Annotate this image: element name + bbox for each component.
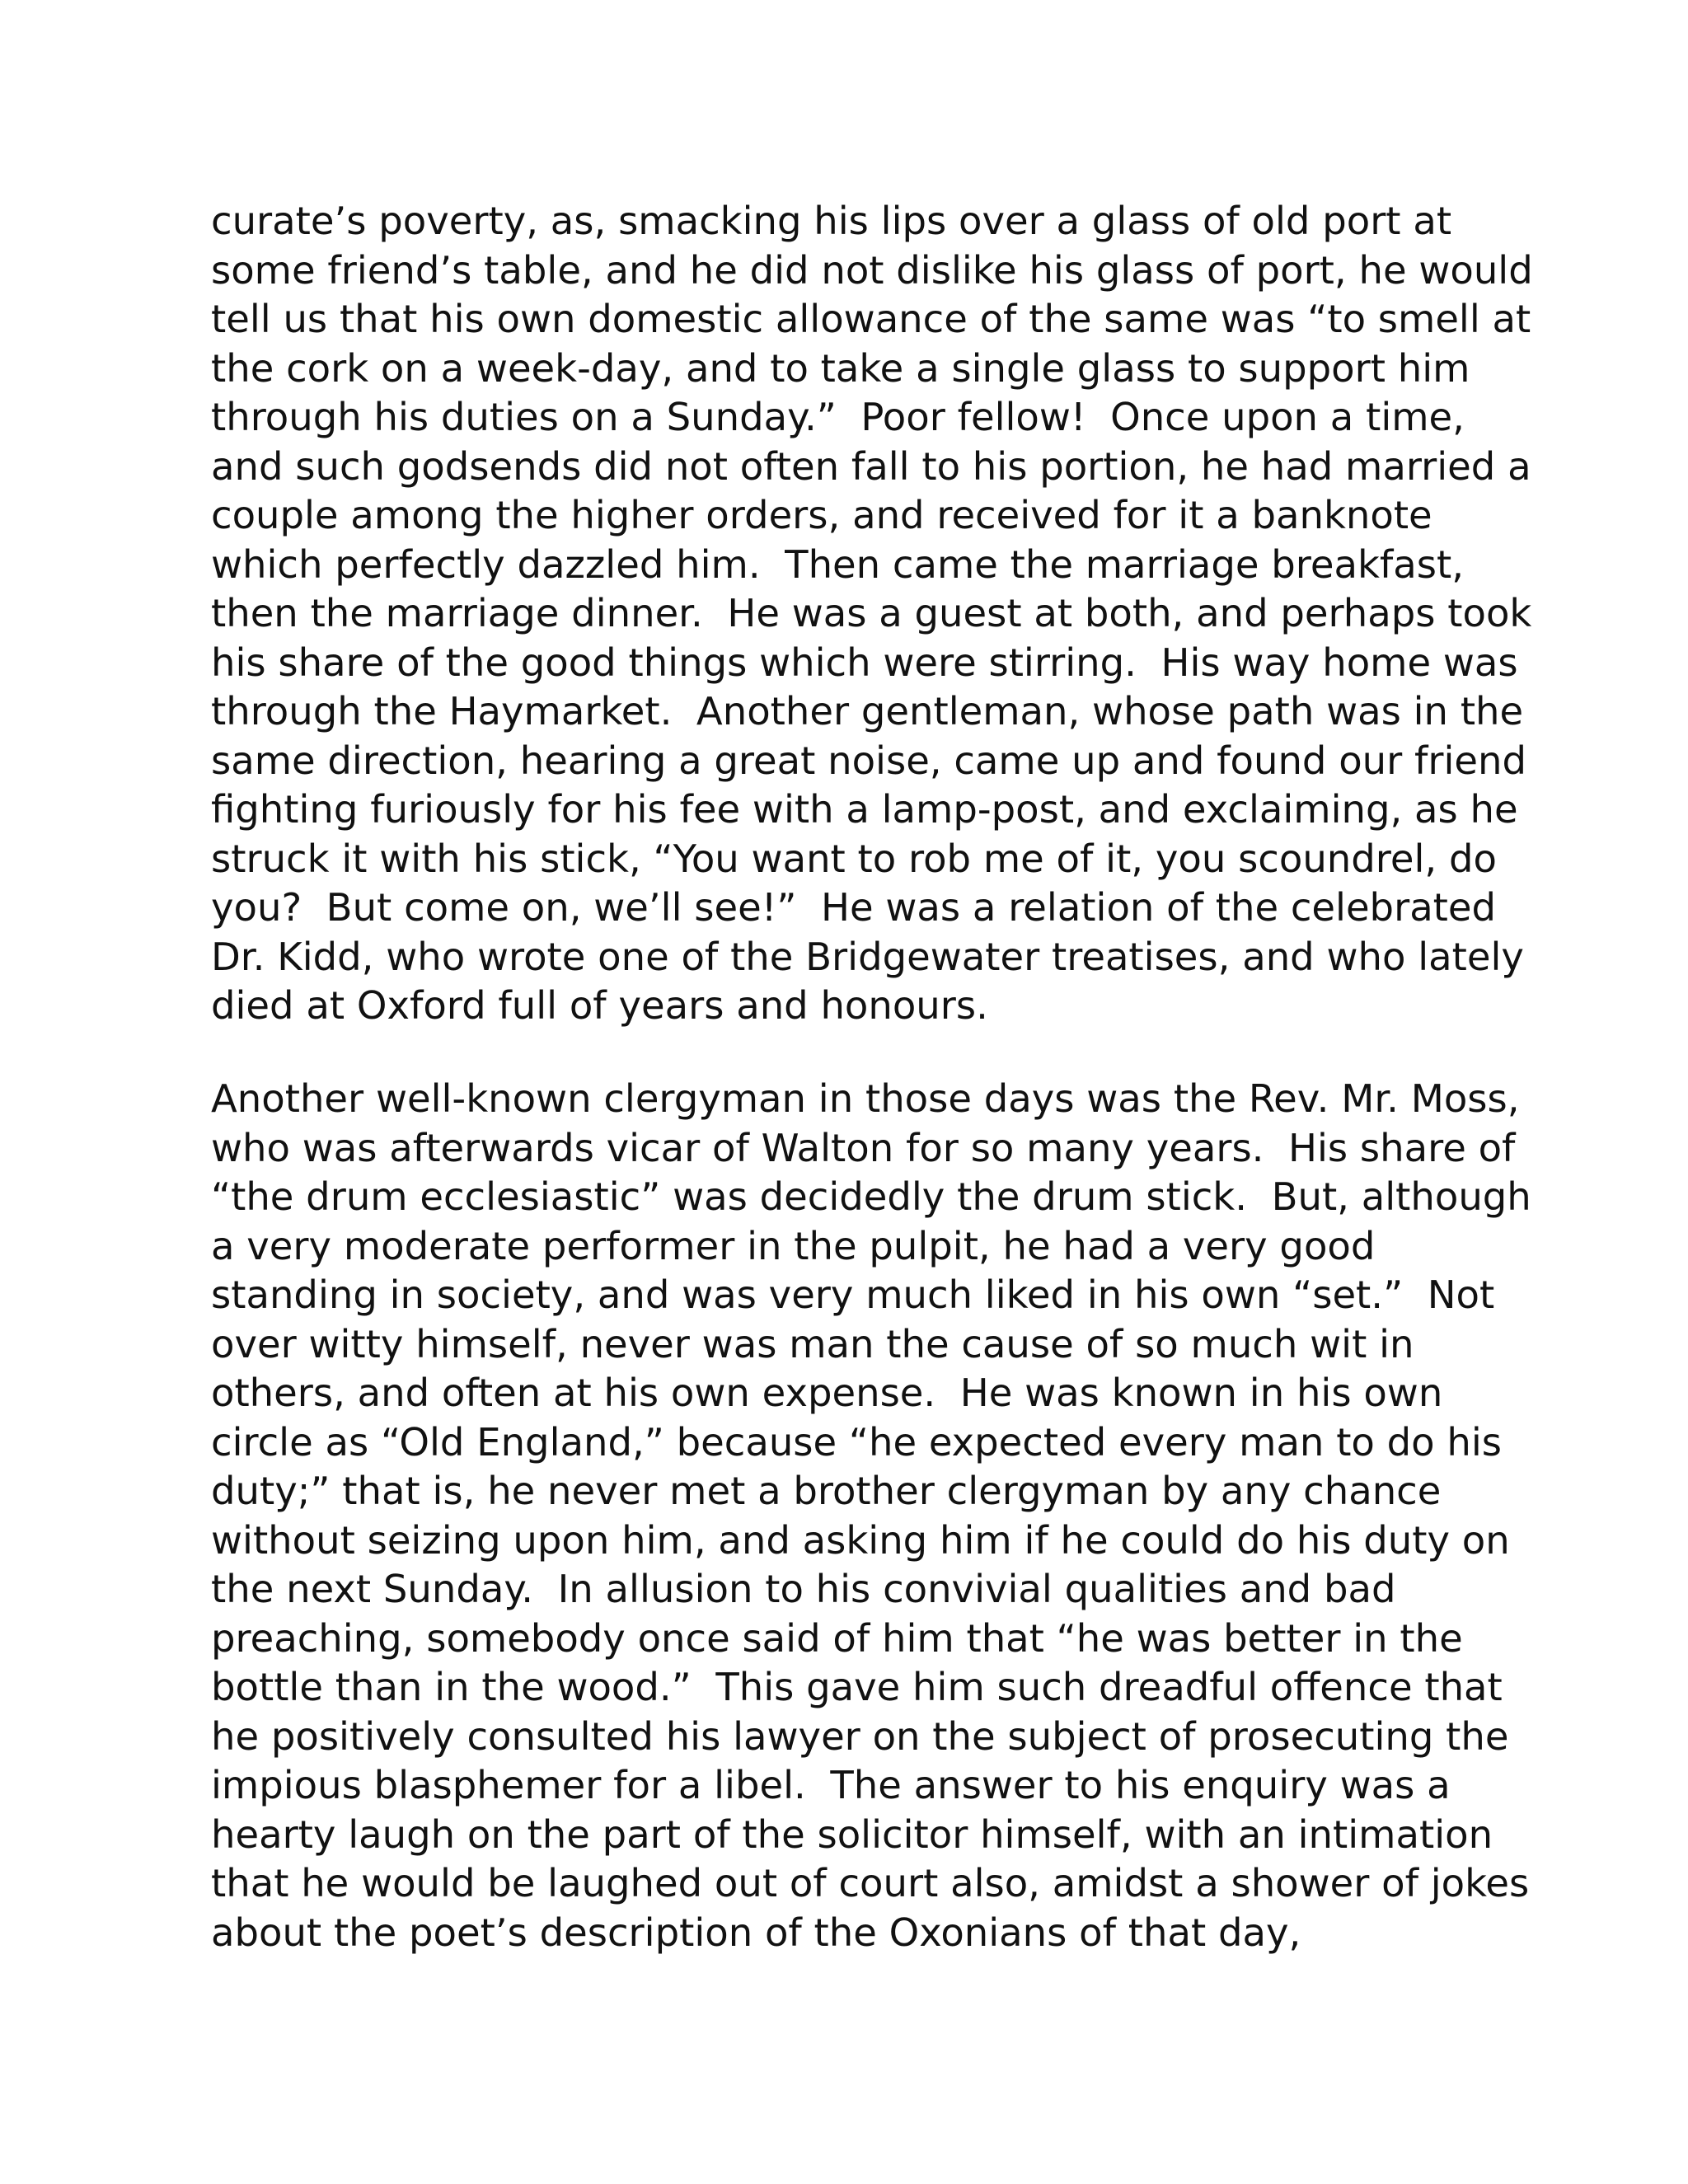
- text-line: the cork on a week-day, and to take a single glass to support him: [211, 345, 1470, 391]
- text-line: Dr. Kidd, who wrote one of the Bridgewater treatises, and who lately: [211, 934, 1524, 979]
- text-line: about the poet’s description of the Oxonians of that day,: [211, 1910, 1301, 1955]
- paragraph-curate-poverty: [211, 197, 1533, 1031]
- text-line: curate’s poverty, as, smacking his lips over a glass of old port at: [211, 199, 1452, 243]
- text-line: who was afterwards vicar of Walton for so many years. His share of: [211, 1125, 1516, 1170]
- text-line: he positively consulted his lawyer on the subject of prosecuting the: [211, 1713, 1509, 1759]
- text-line: over witty himself, never was man the cause of so much wit in: [211, 1321, 1414, 1366]
- text-line: standing in society, and was very much liked in his own “set.” Not: [211, 1272, 1495, 1317]
- text-line: you? But come on, we’ll see!” He was a relation of the celebrated: [211, 885, 1497, 930]
- text-line: “the drum ecclesiastic” was decidedly the drum stick. But, although: [211, 1174, 1531, 1219]
- text-line: through the Haymarket. Another gentleman, whose path was in the: [211, 689, 1524, 733]
- text-line: Another well-known clergyman in those days was the Rev. Mr. Moss,: [211, 1076, 1520, 1121]
- text-line: fighting furiously for his fee with a lamp-post, and exclaiming, as he: [211, 787, 1518, 832]
- text-line: some friend’s table, and he did not dislike his glass of port, he would: [211, 247, 1533, 293]
- text-line: circle as “Old England,” because “he expected every man to do his: [211, 1419, 1503, 1465]
- text-line: which perfectly dazzled him. Then came the marriage breakfast,: [211, 541, 1465, 587]
- text-line: his share of the good things which were stirring. His way home was: [211, 640, 1518, 685]
- text-line: that he would be laughed out of court also, amidst a shower of jokes: [211, 1861, 1530, 1905]
- paragraph-rev-moss: [211, 1075, 1531, 1957]
- text-line: preaching, somebody once said of him that “he was better in the: [211, 1615, 1463, 1661]
- text-line: died at Oxford full of years and honours.: [211, 983, 988, 1028]
- text-line: couple among the higher orders, and received for it a banknote: [211, 493, 1432, 537]
- text-line: through his duties on a Sunday.” Poor fellow! Once upon a time,: [211, 395, 1465, 439]
- text-line: duty;” that is, he never met a brother clergyman by any chance: [211, 1469, 1442, 1513]
- text-line: same direction, hearing a great noise, came up and found our friend: [211, 738, 1527, 783]
- text-line: and such godsends did not often fall to his portion, he had married a: [211, 443, 1531, 489]
- text-line: a very moderate performer in the pulpit, he had a very good: [211, 1223, 1376, 1268]
- text-line: then the marriage dinner. He was a guest at both, and perhaps took: [211, 591, 1532, 635]
- text-line: without seizing upon him, and asking him if he could do his duty on: [211, 1517, 1510, 1563]
- text-line: others, and often at his own expense. He was known in his own: [211, 1371, 1443, 1415]
- text-line: bottle than in the wood.” This gave him such dreadful offence that: [211, 1665, 1503, 1709]
- text-line: tell us that his own domestic allowance of the same was “to smell at: [211, 297, 1531, 341]
- text-line: the next Sunday. In allusion to his convivial qualities and bad: [211, 1567, 1396, 1611]
- text-line: impious blasphemer for a libel. The answer to his enquiry was a: [211, 1763, 1451, 1807]
- text-line: struck it with his stick, “You want to rob me of it, you scoundrel, do: [211, 836, 1497, 881]
- text-line: hearty laugh on the part of the solicitor himself, with an intimation: [211, 1811, 1493, 1857]
